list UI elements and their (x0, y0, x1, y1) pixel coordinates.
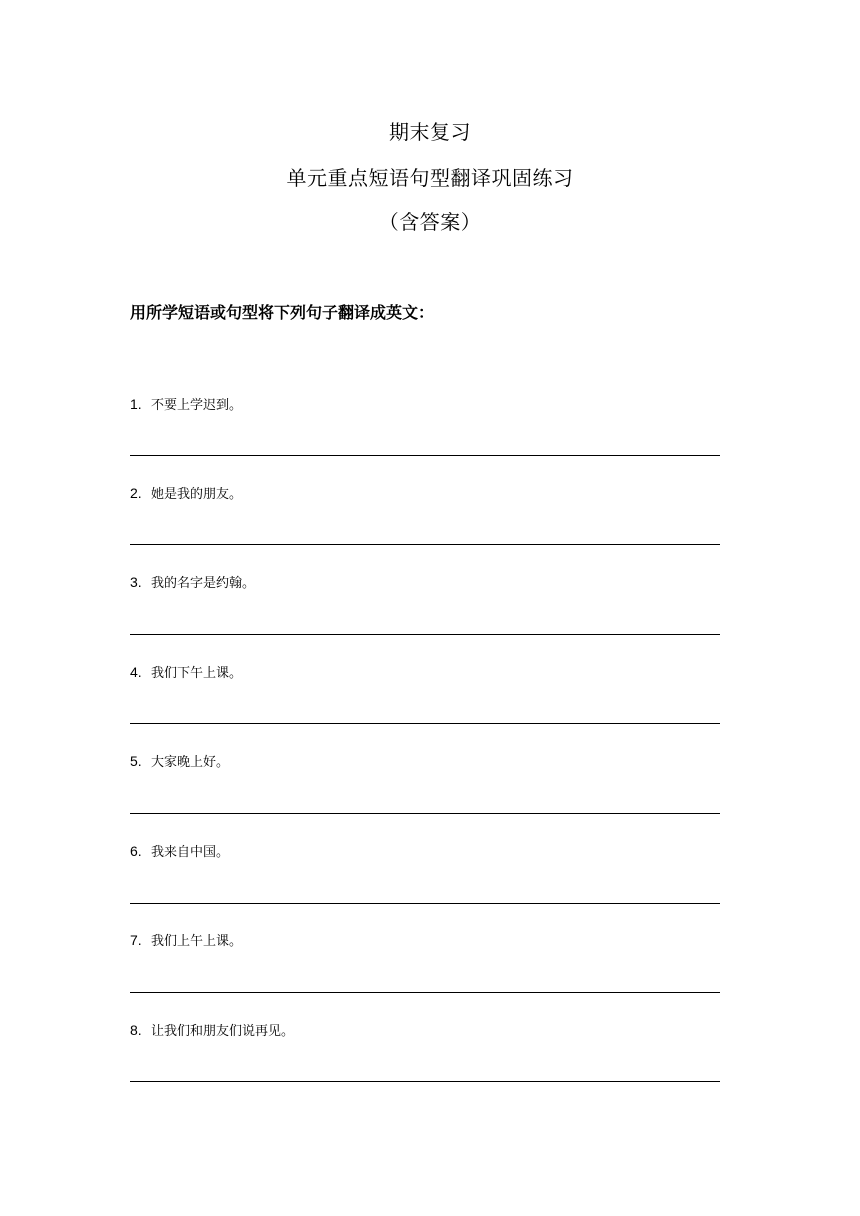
question-text: 我们下午上课。 (151, 666, 243, 681)
question-number: 7. (130, 932, 142, 948)
question-number: 8. (130, 1022, 142, 1038)
answer-line[interactable] (130, 723, 720, 724)
answer-line[interactable] (130, 544, 720, 545)
question-text: 让我们和朋友们说再见。 (151, 1024, 295, 1039)
question-item (130, 1020, 294, 1040)
question-item (130, 394, 242, 414)
question-number: 4. (130, 664, 142, 680)
question-number: 2. (130, 485, 142, 501)
question-item (130, 662, 242, 682)
question-item (130, 483, 242, 503)
question-item (130, 751, 229, 771)
question-text: 不要上学迟到。 (151, 398, 243, 413)
question-number: 3. (130, 574, 142, 590)
question-number: 6. (130, 843, 142, 859)
question-text: 她是我的朋友。 (151, 487, 243, 502)
question-item (130, 841, 229, 861)
answer-line[interactable] (130, 813, 720, 814)
title-line-2: 单元重点短语句型翻译巩固练习 (286, 166, 574, 190)
question-item (130, 572, 255, 592)
answer-line[interactable] (130, 992, 720, 993)
answer-line[interactable] (130, 455, 720, 456)
title-line-1: 期末复习 (389, 120, 471, 144)
answer-line[interactable] (130, 634, 720, 635)
question-number: 1. (130, 396, 142, 412)
instruction-text: 用所学短语或句型将下列句子翻译成英文： (130, 303, 435, 322)
question-text: 我的名字是约翰。 (151, 576, 256, 591)
answer-line[interactable] (130, 903, 720, 904)
question-text: 我来自中国。 (151, 845, 230, 860)
question-text: 大家晚上好。 (151, 755, 230, 770)
question-text: 我们上午上课。 (151, 934, 243, 949)
answer-line[interactable] (130, 1081, 720, 1082)
question-number: 5. (130, 753, 142, 769)
title-line-3: （含答案） (378, 210, 482, 234)
question-item (130, 930, 242, 950)
